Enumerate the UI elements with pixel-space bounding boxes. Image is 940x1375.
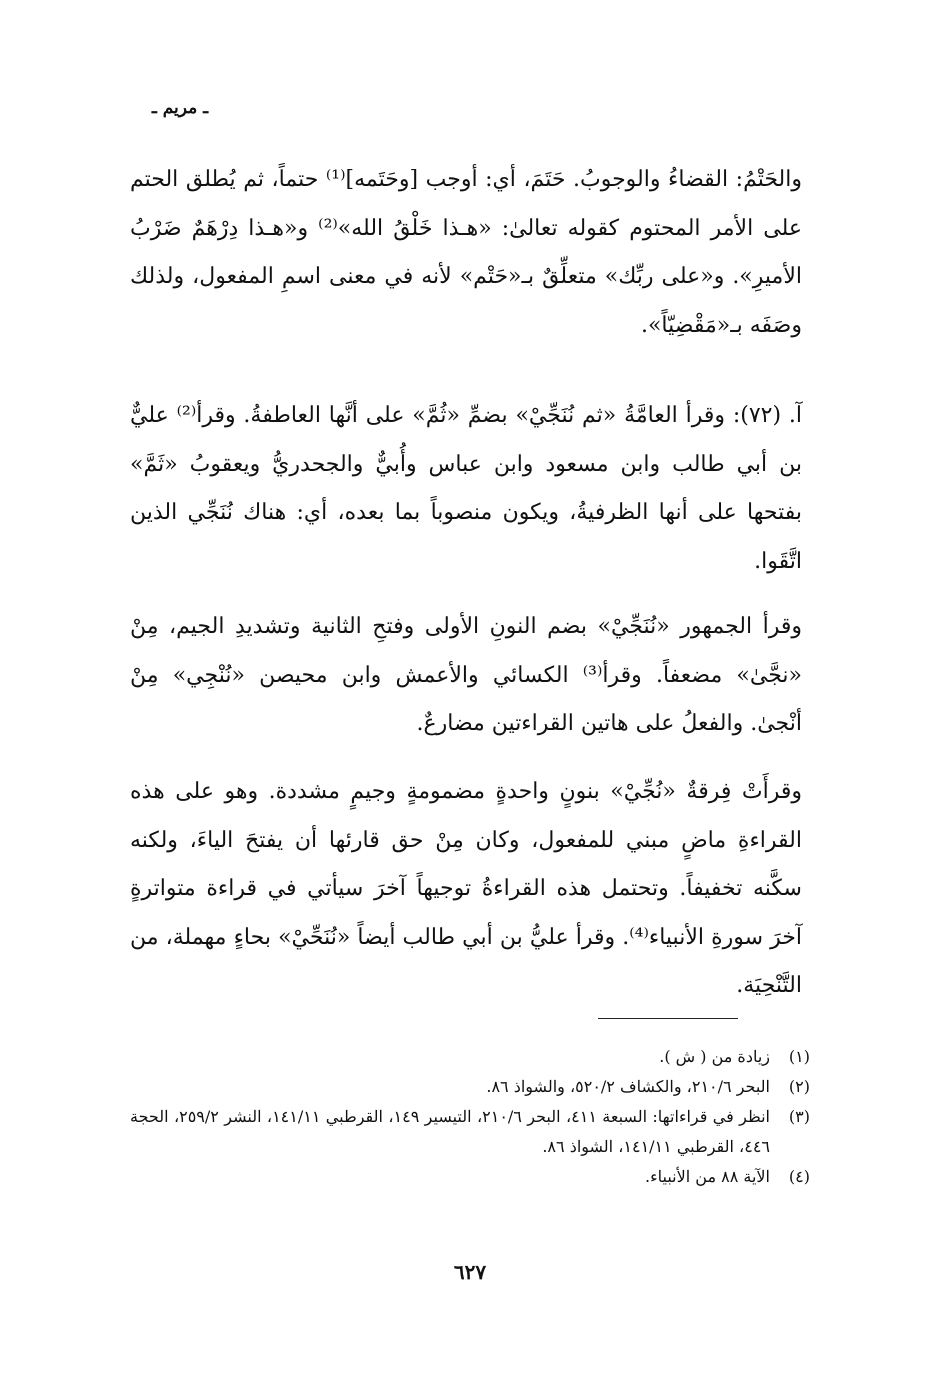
footnote-item — [130, 1042, 810, 1072]
paragraph-majority-reading: وقرأ الجمهور «نُنَجِّيْ» بضم النونِ الأولى وفتحِ الثانية وتشديدِ الجيم، مِنْ «نجَّىٰ» مضعفاً. وقرأ⁽³⁾ الكسائي والأعمش وابن محيصن «نُنْجِي» مِنْ أنْجىٰ. والفعلُ على هاتين القراءتين مضارعٌ. — [130, 614, 802, 736]
paragraph-hatm-definition: والحَتْمُ: القضاءُ والوجوبُ. حَتَمَ، أي: أوجب [وحَتَمه]⁽¹⁾ حتماً، ثم يُطلق الحتم على الأمر المحتوم كقوله تعالىٰ: «هـذا خَلْقُ الله»⁽²⁾ و«هـذا دِرْهَمٌ ضَرْبُ الأميرِ». و«على ربِّك» متعلِّقٌ بـ«حَتْم» لأنه في معنى اسمِ المفعول، ولذلك وصَفَه بـ«مَقْضِيّاً». — [130, 167, 803, 338]
footnote-number: (٢) — [788, 1077, 810, 1096]
footnotes — [130, 1042, 810, 1192]
page-number: ٦٢٧ — [453, 1260, 487, 1284]
footnote-item — [130, 1102, 810, 1162]
footnote-number: (٣) — [788, 1107, 810, 1126]
paragraph-alternative-reading: وقرأَتْ فِرقةٌ «نُجِّيْ» بنونٍ واحدةٍ مضمومةٍ وجيمٍ مشددة. وهو على هذه القراءةِ ماضٍ مبني للمفعول، وكان مِنْ حق قارئها أن يفتحَ الياءَ، ولكنه سكَّنه تخفيفاً. وتحتمل هذه القراءةُ توجيهاً آخرَ سيأتي في قراءة متواترةٍ آخرَ سورةِ الأنبياء⁽⁴⁾. وقرأ عليُّ بن أبي طالب أيضاً «نُنَحِّيْ» بحاءٍ مهملة، من التَّنْحِيَة. — [130, 779, 803, 998]
footnote-divider — [598, 1018, 738, 1019]
footnote-item — [130, 1162, 810, 1192]
footnote-text: زيادة من ( ش ). — [659, 1047, 770, 1066]
footnote-text: الآية ٨٨ من الأنبياء. — [645, 1167, 770, 1186]
running-header: ـ مريم ـ — [151, 98, 209, 118]
footnote-number: (١) — [788, 1047, 810, 1066]
footnote-text: البحر ٢١٠/٦، والكشاف ٥٢٠/٢، والشواذ ٨٦. — [486, 1077, 770, 1096]
footnote-item — [130, 1072, 810, 1102]
footnote-number: (٤) — [788, 1167, 810, 1186]
footnote-text: انظر في قراءاتها: السبعة ٤١١، البحر ٢١٠/٦، التيسير ١٤٩، القرطبي ١٤١/١١، النشر ٢٥٩/٢، الحجة ٤٤٦، القرطبي ١٤١/١١، الشواذ ٨٦. — [130, 1107, 770, 1156]
paragraph-verse-72: آ. (٧٢): وقرأ العامَّةُ «ثم نُنَجِّيْ» بضمِّ «ثُمَّ» على أنَّها العاطفةُ. وقرأ⁽²⁾ عليٌّ بن أبي طالب وابن مسعود وابن عباس وأُبيٌّ والجحدريُّ ويعقوبُ «ثَمَّ» بفتحها على أنها الظرفيةُ، ويكون منصوباً بما بعده، أي: هناك نُنَجِّي الذين اتَّقَوا. — [130, 403, 802, 574]
